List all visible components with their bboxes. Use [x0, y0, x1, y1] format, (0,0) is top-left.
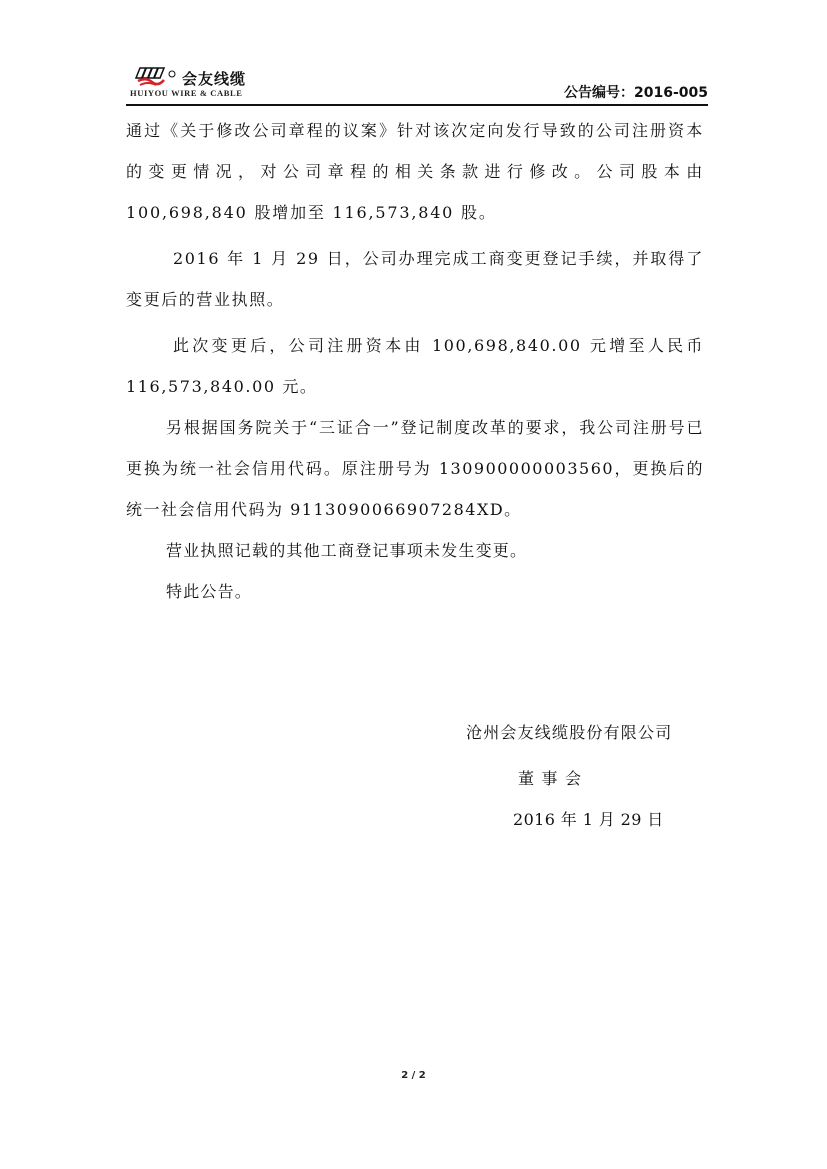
body-paragraph: 特此公告。	[166, 582, 253, 601]
signature-company: 沧州会友线缆股份有限公司	[466, 723, 673, 742]
logo-name: 会友线缆	[182, 70, 247, 88]
header-divider	[126, 104, 708, 106]
logo-mark-icon	[134, 66, 178, 88]
body-paragraph: 通过《关于修改公司章程的议案》针对该次定向发行导致的公司注册资本的变更情况，对公司章程的相关条款进行修改。公司股本由100,698,840 股增加至 116,573,840 股。	[126, 121, 704, 222]
signature-board: 董 事 会	[518, 769, 583, 788]
company-logo	[126, 66, 326, 100]
page-number: 2 / 2	[401, 1070, 426, 1081]
page-header	[126, 66, 708, 104]
body-paragraph: 另根据国务院关于“三证合一”登记制度改革的要求，我公司注册号已更换为统一社会信用代码。原注册号为 130900000003560，更换后的统一社会信用代码为 9113090066907284XD。	[126, 418, 704, 519]
body-paragraph: 2016 年 1 月 29 日，公司办理完成工商变更登记手续，并取得了变更后的营业执照。	[126, 249, 704, 309]
body-paragraph: 此次变更后，公司注册资本由 100,698,840.00 元增至人民币116,573,840.00 元。	[126, 336, 704, 396]
announcement-body	[126, 110, 704, 612]
logo-subtitle: HUIYOU WIRE & CABLE	[130, 88, 243, 98]
announcement-number: 公告编号：2016-005	[564, 85, 708, 101]
signature-date: 2016 年 1 月 29 日	[513, 810, 664, 829]
body-paragraph: 营业执照记载的其他工商登记事项未发生变更。	[166, 541, 528, 560]
